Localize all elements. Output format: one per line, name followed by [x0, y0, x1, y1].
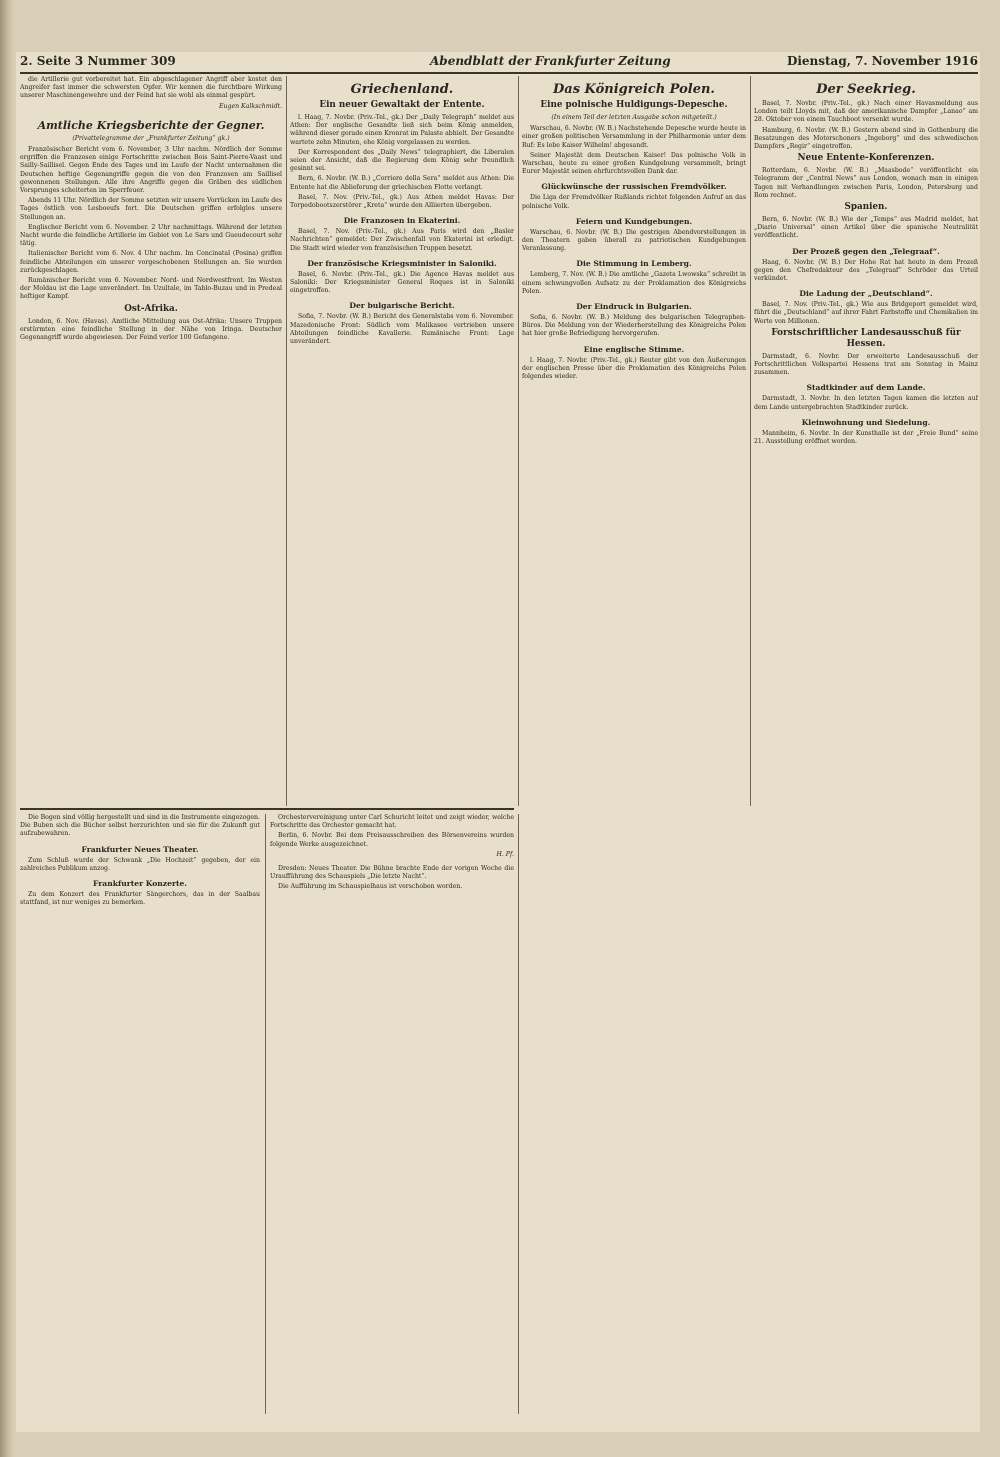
article-heading: Eine englische Stimme. [583, 344, 685, 354]
section-heading: Der Seekrieg. [816, 82, 916, 97]
paragraph: Die Bogen sind völlig hergestellt und sind in die Instrumente eingezogen. Die Buben sich die Bücher selbst herzurichten und sie für die Zukunft gut aufzubewahren. [20, 814, 260, 838]
paragraph: Basel, 7. Novbr. (Priv.-Tel., gk.) Nach einer Havasmeldung aus London teilt Lloyds mit, daß der amerikanische Dampfer „Lanao“ am 28. Oktober von einem Tauchboot versenkt wurde. [754, 100, 978, 124]
paragraph: Hamburg, 6. Novbr. (W. B.) Gestern abend sind in Gothenburg die Besatzungen des Motorschoners „Ingeborg“ und des schwedischen Dampfers „Regir“ eingetroffen. [754, 126, 978, 151]
editorial-note: (In einem Teil der letzten Ausgabe schon mitgeteilt.) [551, 114, 717, 121]
article-heading: Frankfurter Konzerte. [93, 879, 187, 889]
paragraph: Zu dem Konzert des Frankfurter Sängerchors, das in der Saalbau stattfand, ist nur weniges zu bemerken. [20, 891, 260, 907]
paragraph: Dresden: Neues Theater. Die Bühne brachte Ende der vorigen Woche die Uraufführung des Schauspiels „Die letzte Nacht“. [270, 865, 514, 881]
feuilleton-right [270, 814, 514, 1414]
article-intro: die Artillerie gut vorbereitet hat. Ein abgeschlagener Angriff aber kostet den Angreifer fast immer die schwersten Opfer. Wir kennen die furchtbare Wirkung unserer Maschinengewehre und der Feind hat sie wohl als einmal gespürt. [20, 76, 282, 100]
paragraph: Basel, 7. Nov. (Priv.-Tel., gk.) Aus Paris wird den „Basler Nachrichten“ gemeldet: Der Zwischenfall von Ekaterini ist erledigt. Die Stadt wird wieder von französischen Truppen besetzt. [290, 228, 514, 252]
paragraph: Rumänischer Bericht vom 6. November. Nord- und Nordwestfront. Im Westen der Moldau ist die Lage unverändert. Im Uzultale, im Tablo-Buzau und in Predeal heftiger Kampf. [20, 277, 282, 301]
article-heading: Feiern und Kundgebungen. [575, 216, 693, 226]
article-heading: Glückwünsche der russischen Fremdvölker. [541, 182, 727, 192]
section-heading: Amtliche Kriegsberichte der Gegner. [37, 118, 265, 132]
page-number: 2. Seite 3 Nummer 309 [20, 54, 176, 68]
paragraph: Italienischer Bericht vom 6. Nov. 4 Uhr nachm. Im Concinatal (Posina) griffen feindliche Abteilungen ein unserer vorgeschobenen Stellungen an. Sie wurden zurückgeschlagen. [20, 250, 282, 274]
article-heading: Spanien. [844, 202, 888, 213]
paragraph: Basel, 7. Nov. (Priv.-Tel., gk.) Aus Athen meldet Havas: Der Torpedobootszerstörer „Kreta“ wurde den Alliierten übergeben. [290, 193, 514, 210]
article-heading: Die Stimmung in Lemberg. [576, 259, 692, 269]
column-rule [750, 76, 751, 806]
paragraph: Seiner Majestät dem Deutschen Kaiser! Das polnische Volk in Warschau, heute zu einer großen Kundgebung versammelt, bringt Eurer Majestät seinen ehrfurchtsvollen Dank dar. [522, 151, 746, 176]
paragraph: Zum Schluß wurde der Schwank „Die Hochzeit“ gegeben, der ein zahlreiches Publikum anzog. [20, 856, 260, 872]
paragraph: Bern, 6. Novbr. (W. B.) Wie der „Temps“ aus Madrid meldet, hat „Diario Universal“ einen Artikel über die spanische Neutralität veröffentlicht. [754, 216, 978, 240]
article-heading: Der bulgarische Bericht. [349, 301, 455, 311]
paragraph: Lemberg, 7. Nov. (W. B.) Die amtliche „Gazeta Lwowska“ schreibt in einem schwungvollen Aufsatz zu der Proklamation des Königreichs Polen. [522, 271, 746, 295]
article-heading: Ost-Afrika. [124, 303, 178, 314]
issue-date: Dienstag, 7. November 1916 [786, 54, 978, 68]
column-rule [518, 814, 519, 1414]
paragraph: Die Liga der Fremdvölker Rußlands richtet folgenden Aufruf an das polnische Volk. [522, 194, 746, 210]
masthead [20, 54, 978, 74]
paragraph: Der Korrespondent des „Daily News“ telegraphiert, die Liberalen seien der Ansicht, daß die Regierung dem König sehr freundlich gesinnt sei. [290, 148, 514, 173]
paragraph: Darmstadt, 6. Novbr. Der erweiterte Landesausschuß der Fortschrittlichen Volkspartei Hessens trat am Sonntag in Mainz zusammen. [754, 352, 978, 377]
paragraph: l. Haag, 7. Novbr. (Priv.-Tel., gk.) Reuter gibt von den Äußerungen der englischen Presse über die Proklamation des Königreichs Polen folgendes wieder. [522, 356, 746, 381]
paragraph: Orchestervereinigung unter Carl Schuricht leitet und zeigt wieder, welche Fortschritte das Orchester gemacht hat. [270, 814, 514, 830]
column-naval-war [754, 76, 978, 1416]
section-heading: Das Königreich Polen. [553, 82, 715, 97]
article-heading: Stadtkinder auf dem Lande. [806, 383, 926, 393]
paragraph: Haag, 6. Novbr. (W. B.) Der Hohe Rat hat heute in dem Prozeß gegen den Chefredakteur des „Telegraaf“ Schröder das Urteil verkündet. [754, 258, 978, 283]
paragraph: Warschau, 6. Novbr. (W. B.) Nachstehende Depesche wurde heute in einer großen politischen Versammlung in der Philharmonie unter dem Ruf: Es lebe Kaiser Wilhelm! abgesandt. [522, 125, 746, 149]
paragraph: Sofia, 6. Novbr. (W. B.) Meldung des bulgarischen Telegraphen-Büros. Die Meldung von der Wiederherstellung des Königreichs Polen hat hier große Befriedigung hervorgerufen. [522, 314, 746, 338]
section-heading: Griechenland. [350, 82, 454, 97]
paragraph: Französischer Bericht vom 6. November, 3 Uhr nachm. Nördlich der Somme ergriffen die Franzosen einige Fortschritte zwischen Bois Saint-Pierre-Vaast und Sailly-Saillisel. Gegen Ende des Tages und im Laufe der Nacht unternahmen die Deutschen heftige Gegenangriffe gegen die von den Franzosen am Saillisel gewonnenen Stellungen. Alle ihre Angriffe gegen die Gräben des südlichen Vorsprunges scheiterten im Sperrfeuer. [20, 146, 282, 195]
paragraph: Abends 11 Uhr. Nördlich der Somme setzten wir unsere Vorrücken im Laufe des Tages östlich von Lesboeufs fort. Die Deutschen griffen erfolglos unsere Stellungen an. [20, 197, 282, 221]
paragraph: Sofia, 7. Novbr. (W. B.) Bericht des Generalstabs vom 6. November. Mazedonische Front: Südlich vom Malikasee vertrieben unsere Abteilungen feindliche Kavallerie. Rumänische Front: Lage unverändert. [290, 313, 514, 346]
section-subheading: (Privattelegramme der „Frankfurter Zeitung“ gk.) [72, 134, 230, 142]
paragraph: Bern, 6. Novbr. (W. B.) „Corriere della Sera“ meldet aus Athen: Die Entente hat die Ablieferung der griechischen Flotte verlangt. [290, 175, 514, 191]
newspaper-title: Abendblatt der Frankfurter Zeitung [430, 54, 671, 68]
article-heading: Der Eindruck in Bulgarien. [576, 302, 692, 312]
book-binding-shadow [0, 0, 14, 1457]
article-heading: Die Franzosen in Ekaterini. [343, 216, 461, 226]
column-rule [518, 76, 519, 806]
article-heading: Der Prozeß gegen den „Telegraaf“. [792, 246, 940, 256]
article-heading: Neue Entente-Konferenzen. [797, 153, 935, 164]
paragraph: Die Aufführung im Schauspielhaus ist verschoben worden. [278, 883, 463, 891]
paragraph: Rotterdam, 6. Novbr. (W. B.) „Maasbode“ veröffentlicht ein Telegramm der „Central News“ aus London, wonach man in einigen Tagen mit Verhandlungen zwischen Paris, London, Petersburg und Rom rechnet. [754, 167, 978, 199]
article-heading: Frankfurter Neues Theater. [81, 844, 199, 854]
column-rule [265, 814, 266, 1414]
article-heading: Der französische Kriegsminister in Saloniki. [307, 258, 497, 268]
column-rule [286, 76, 287, 806]
paragraph: Englischer Bericht vom 6. November. 2 Uhr nachmittags. Während der letzten Nacht wurde die feindliche Artillerie im Gebiet von Le Sars und Gueudecourt sehr tätig. [20, 223, 282, 248]
paragraph: Mannheim, 6. Novbr. In der Kunsthalle ist der „Freie Bund“ seine 21. Ausstellung eröffnet worden. [754, 429, 978, 446]
paragraph: l. Haag, 7. Novbr. (Priv.-Tel., gk.) Der „Daily Telegraph“ meldet aus Athen: Der englische Gesandte ließ sich beim König anmelden, während dieser gerade einen Kronrat im Palaste abhielt. Der Gesandte wartete zehn Minuten, ehe König vorgelassen zu werden. [290, 114, 514, 146]
paragraph: Darmstadt, 3. Novbr. In den letzten Tagen kamen die letzten auf dem Lande untergebrachten Stadtkinder zurück. [754, 395, 978, 411]
article-heading: Forstschriftlicher Landesausschuß für Hessen. [771, 327, 961, 349]
article-heading: Die Ladung der „Deutschland“. [799, 289, 933, 299]
column-poland [522, 76, 746, 806]
author-signature: H. Pf. [496, 850, 514, 858]
column-war-reports [20, 76, 282, 806]
paragraph: Berlin, 6. Novbr. Bei dem Preisausschreiben des Börsenvereins wurden folgende Werke ausgezeichnet. [270, 832, 514, 848]
article-subheading: Ein neuer Gewaltakt der Entente. [319, 100, 485, 110]
paragraph: London, 6. Nov. (Havas). Amtliche Mitteilung aus Ost-Afrika: Unsere Truppen erstürmten eine feindliche Stellung in der Nähe von Iringa. Deutscher Gegenangriff wurde abgewiesen. Der Feind verlor 100 Gefangene. [20, 317, 282, 342]
column-greece [290, 76, 514, 806]
paragraph: Basel, 6. Novbr. (Priv.-Tel., gk.) Die Agence Havas meldet aus Saloniki: Der Kriegsminister General Roques ist in Saloniki eingetroffen. [290, 270, 514, 295]
feuilleton-rule [20, 808, 514, 810]
article-subheading: Eine polnische Huldigungs-Depesche. [540, 100, 728, 110]
paragraph: Warschau, 6. Novbr. (W. B.) Die gestrigen Abendvorstellungen in den Theatern gaben überall zu patriotischen Kundgebungen Veranlassung. [522, 228, 746, 253]
author-signature: Eugen Kalkschmidt. [218, 102, 282, 110]
feuilleton-left [20, 814, 260, 1414]
article-heading: Kleinwohnung und Siedelung. [801, 417, 931, 427]
paragraph: Basel, 7. Nov. (Priv.-Tel., gk.) Wie aus Bridgeport gemeldet wird, führt die „Deutschland“ auf ihrer Fahrt Farbstoffe und Chemikalien im Werte von Millionen. [754, 301, 978, 325]
